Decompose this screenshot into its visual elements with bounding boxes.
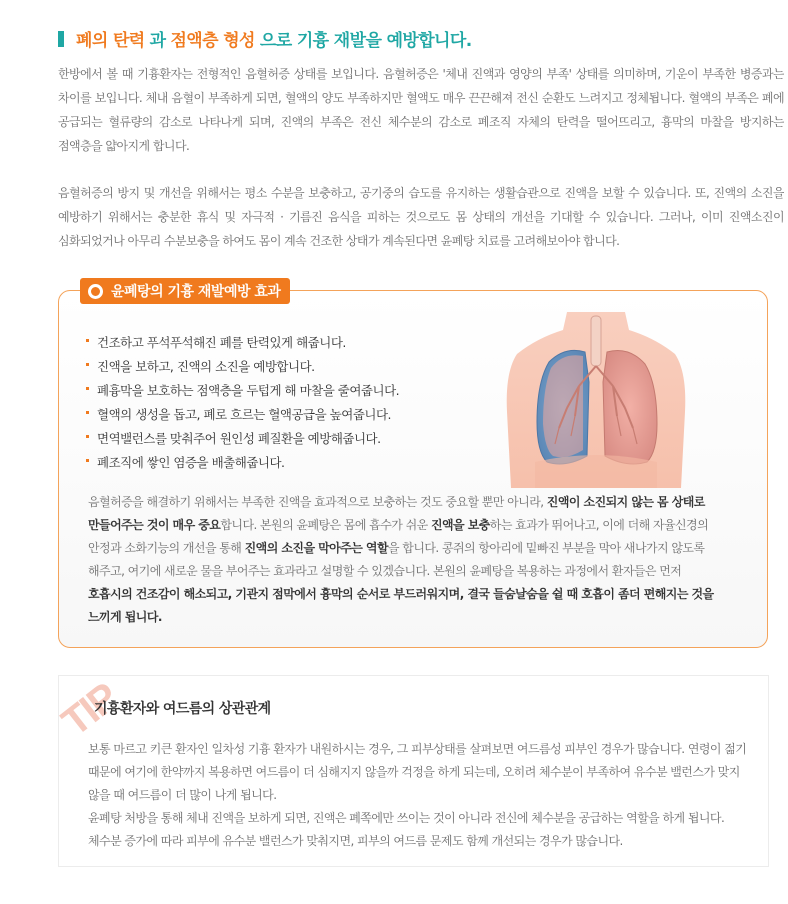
text-line: 한방에서 볼 때 기흉환자는 전형적인 음혈허증 상태를 보입니다. 음혈허증은 '체내 진액과 영양의 부족' 상태를 의미하며, 기운이 부족한 병증과는	[58, 67, 784, 81]
list-item	[86, 451, 399, 475]
list-item	[86, 427, 399, 451]
emphasis-text: 느끼게 됩니다.	[88, 610, 162, 624]
text-line	[88, 491, 738, 514]
bullet-icon	[86, 435, 89, 438]
emphasis-text: 호흡시의 건조감이 해소되고, 기관지 점막에서 흉막의 순서로 부드러워지며, 결국 들숨날숨을 쉴 때 호흡이 좀더 편해지는 것을	[88, 587, 714, 601]
heading-connector: 과	[149, 31, 166, 51]
emphasis-text: 진액을 보충	[430, 518, 490, 532]
list-item-text: 혈액의 생성을 돕고, 폐로 흐르는 혈액공급을 높여줍니다.	[97, 407, 392, 422]
text-line: 보통 마르고 키큰 환자인 일차성 기흉 환자가 내원하시는 경우, 그 피부상태를 살펴보면 여드름성 피부인 경우가 많습니다. 연령이 젊기	[88, 742, 747, 756]
list-item	[86, 331, 399, 355]
effects-list	[86, 331, 399, 475]
circle-icon	[88, 284, 103, 299]
text-segment: 안정과 소화기능의 개선을 통해	[88, 541, 245, 555]
emphasis-text: 진액의 소진을 막아주는 역할	[244, 541, 388, 555]
bullet-icon	[86, 459, 89, 462]
list-item-text: 폐흉막을 보호하는 점액층을 두텁게 해 마찰을 줄여줍니다.	[97, 383, 400, 398]
text-line: 윤폐탕 처방을 통해 체내 진액을 보하게 되면, 진액은 폐쪽에만 쓰이는 것이 아니라 전신에 체수분을 공급하는 역할을 하게 됩니다.	[88, 811, 725, 825]
text-line: 때문에 여기에 한약까지 복용하면 여드름이 더 심해지지 않을까 걱정을 하게 되는데, 오히려 체수분이 부족하여 유수분 밸런스가 맞지	[88, 765, 740, 779]
bullet-icon	[86, 363, 89, 366]
list-item	[86, 355, 399, 379]
text-line	[88, 514, 738, 537]
heading-rest: 으로 기흉 재발을 예방합니다.	[259, 31, 472, 51]
text-line: 체수분 증가에 따라 피부에 유수분 밸런스가 맞춰지면, 피부의 여드름 문제도 함께 개선되는 경우가 많습니다.	[88, 834, 623, 848]
section-heading	[58, 26, 472, 51]
text-line	[88, 537, 738, 560]
text-line: 않을 때 여드름이 더 많이 나게 됩니다.	[88, 788, 277, 802]
text-line: 심화되었거나 아무리 수분보충을 하여도 몸이 계속 건조한 상태가 계속된다면 윤폐탕 치료를 고려해보아야 합니다.	[58, 234, 620, 248]
list-item-text: 폐조직에 쌓인 염증을 배출해줍니다.	[97, 455, 285, 470]
text-line	[88, 583, 738, 606]
bullet-icon	[86, 387, 89, 390]
intro-paragraph-1	[58, 62, 784, 158]
heading-keyword-mucus: 점액층 형성	[170, 31, 255, 51]
list-item	[86, 379, 399, 403]
emphasis-text: 진액이 소진되지 않는 몸 상태로	[546, 495, 705, 509]
text-segment: 을 합니다. 콩쥐의 항아리에 밑빠진 부분을 막아 새나가지 않도록	[388, 541, 705, 555]
bullet-icon	[86, 411, 89, 414]
tip-watermark: TIP	[54, 675, 126, 745]
text-line: 점액층을 얇아지게 합니다.	[58, 139, 190, 153]
text-line: 공급되는 혈류량의 감소로 나타나게 되며, 진액의 부족은 전신 체수분의 감소로 폐조직 자체의 탄력을 떨어뜨리고, 흉막의 마찰을 방지하는	[58, 115, 784, 129]
tip-body	[88, 738, 760, 853]
intro-paragraph-2	[58, 181, 784, 253]
bullet-icon	[86, 339, 89, 342]
list-item-text: 건조하고 푸석푸석해진 폐를 탄력있게 해줍니다.	[97, 335, 346, 350]
text-line: 차이를 보입니다. 체내 음혈이 부족하게 되면, 혈액의 양도 부족하지만 혈액도 매우 끈끈해져 전신 순환도 느려지고 정체됩니다. 혈액의 부족은 폐에	[58, 91, 784, 105]
text-line	[88, 606, 738, 629]
effects-title: 윤폐탕의 기흉 재발예방 효과	[111, 284, 281, 300]
effects-title-tab	[80, 278, 290, 304]
text-segment: 음혈허증을 해결하기 위해서는 부족한 진액을 효과적으로 보충하는 것도 중요할 뿐만 아니라,	[88, 495, 547, 509]
lungs-illustration-icon	[505, 312, 687, 488]
emphasis-text: 만들어주는 것이 매우 중요	[88, 518, 221, 532]
text-segment: 하는 효과가 뛰어나고, 이에 더해 자율신경의	[489, 518, 709, 532]
heading-marker	[58, 31, 64, 47]
text-line: 음혈허증의 방지 및 개선을 위해서는 평소 수분을 보충하고, 공기중의 습도를 유지하는 생활습관으로 진액을 보할 수 있습니다. 또, 진액의 소진을	[58, 186, 784, 200]
tip-title: 기흉환자와 여드름의 상관관계	[94, 701, 271, 717]
heading-keyword-elasticity: 폐의 탄력	[76, 31, 145, 51]
list-item-text: 면역밸런스를 맞춰주어 원인성 폐질환을 예방해줍니다.	[97, 431, 381, 446]
text-line: 해주고, 여기에 새로운 물을 부어주는 효과라고 설명할 수 있겠습니다. 본원의 윤폐탕을 복용하는 과정에서 환자들은 먼저	[88, 564, 682, 578]
list-item	[86, 403, 399, 427]
effects-description	[88, 491, 738, 629]
list-item-text: 진액을 보하고, 진액의 소진을 예방합니다.	[97, 359, 315, 374]
text-segment: 합니다. 본원의 윤폐탕은 몸에 흡수가 쉬운	[220, 518, 431, 532]
text-line: 예방하기 위해서는 충분한 휴식 및 자극적 · 기름진 음식을 피하는 것으로도 몸 상태의 개선을 기대할 수 있습니다. 그러나, 이미 진액소진이	[58, 210, 784, 224]
